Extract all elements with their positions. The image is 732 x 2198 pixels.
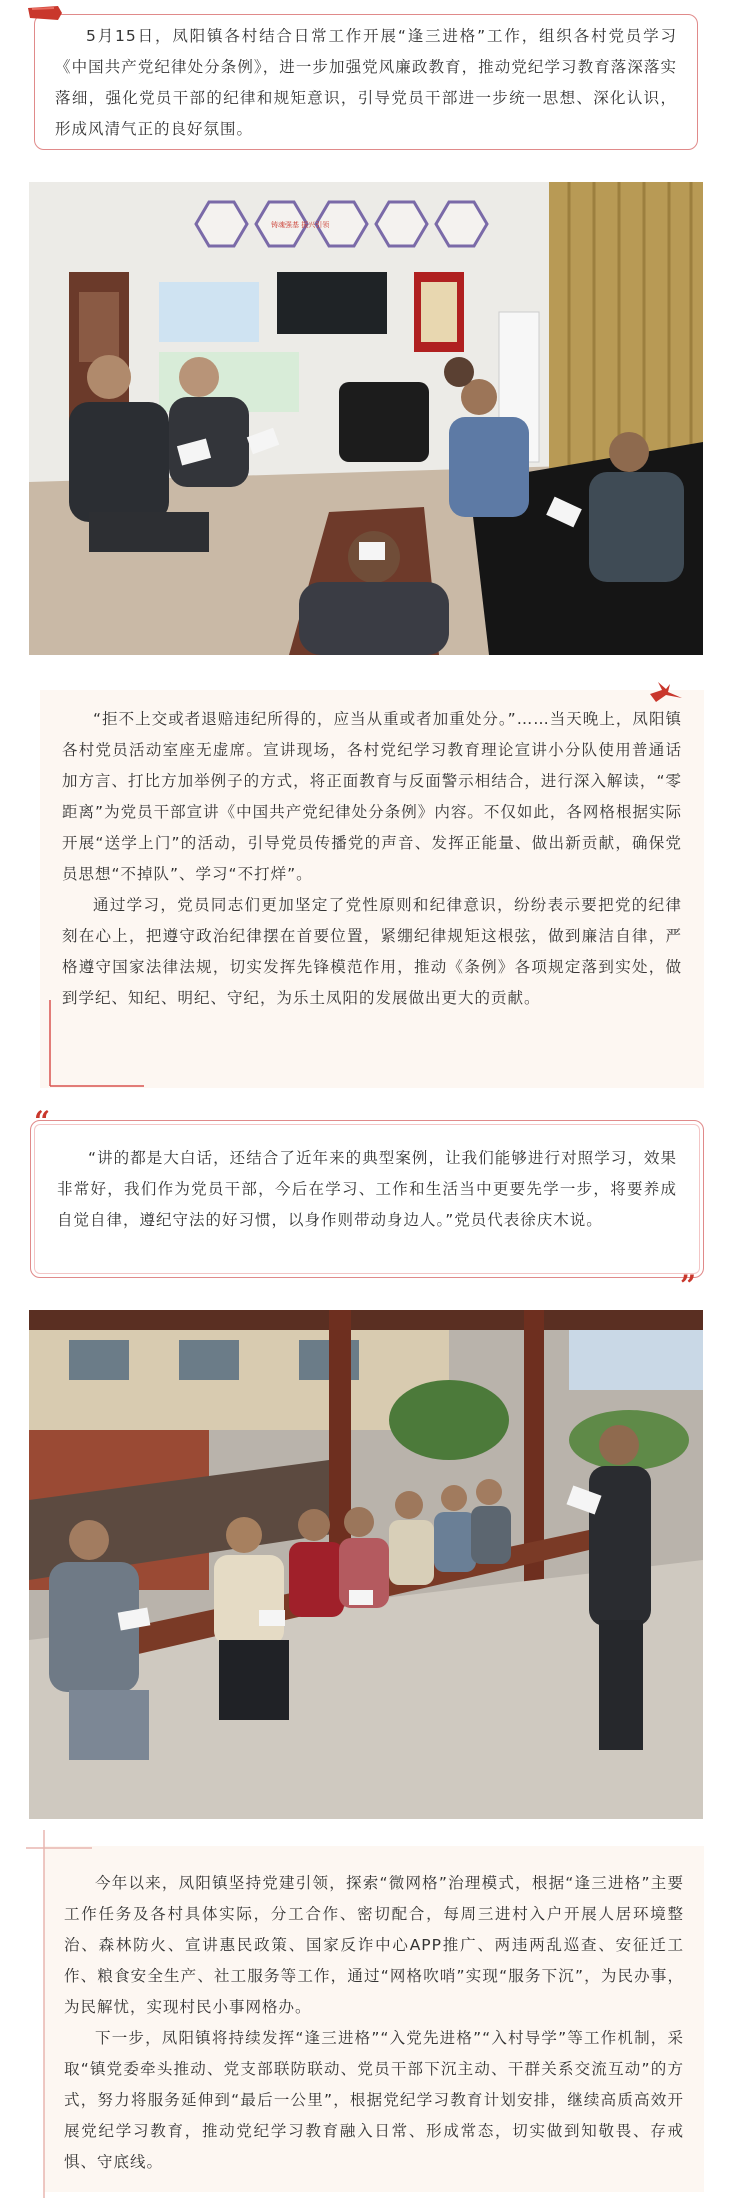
open-quote-icon: “	[34, 1105, 51, 1138]
swallow-decoration-icon	[648, 680, 686, 704]
intro-box	[34, 14, 698, 150]
wall-sign-text: 铸魂强基 振兴引领	[271, 221, 330, 229]
meeting-photo-indoor	[29, 182, 703, 655]
body-paragraph-1: “拒不上交或者退赔违纪所得的，应当从重或者加重处分。”……当天晚上，凤阳镇各村党员活动室座无虚席。宣讲现场，各村党纪学习教育理论宣讲小分队使用普通话加方言、打比方加举例子的方式，将正面教育与反面警示相结合，进行深入解读，“零距离”为党员干部宣讲《中国共产党纪律处分条例》内容。不仅如此，各网格根据实际开展“送学上门”的活动，引导党员传播党的声音、发挥正能量、做出新贡献，确保党员思想“不掉队”、学习“不打烊”。	[62, 710, 682, 883]
closing-section	[44, 1846, 704, 2192]
corner-line-decoration	[26, 1000, 146, 1100]
body-paragraph-2: 通过学习，党员同志们更加坚定了党性原则和纪律意识，纷纷表示要把党的纪律刻在心上，把遵守政治纪律摆在首要位置，紧绷纪律规矩这根弦，做到廉洁自律，严格遵守国家法律法规，切实发挥先锋模范作用，推动《条例》各项规定落到实处，做到学纪、知纪、明纪、守纪，为乐土凤阳的发展做出更大的贡献。	[62, 896, 682, 1007]
closing-paragraph-2: 下一步，凤阳镇将持续发挥“逢三进格”“入党先进格”“入村导学”等工作机制，采取“镇党委牵头推动、党支部联防联动、党员干部下沉主动、干群关系交流互动”的方式，努力将服务延伸到“最后一公里”，根据党纪学习教育计划安排，继续高质高效开展党纪学习教育，推动党纪学习教育融入日常、形成常态，切实做到知敬畏、存戒惧、守底线。	[64, 2029, 684, 2171]
closing-paragraph-1: 今年以来，凤阳镇坚持党建引领，探索“微网格”治理模式，根据“逢三进格”主要工作任务及各村具体实际，分工合作、密切配合，每周三进村入户开展人居环境整治、森林防火、宣讲惠民政策、国家反诈中心APP推广、两违两乱巡查、安征迁工作、粮食安全生产、社工服务等工作，通过“网格吹哨”实现“服务下沉”，为民办事，为民解忧，实现村民小事网格办。	[64, 1874, 684, 2016]
intro-paragraph: 5月15日，凤阳镇各村结合日常工作开展“逢三进格”工作，组织各村党员学习《中国共产党纪律处分条例》，进一步加强党风廉政教育，推动党纪学习教育落深落实落细，强化党员干部的纪律和规矩意识，引导党员干部进一步统一思想、深化认识，形成风清气正的良好氛围。	[55, 27, 677, 138]
close-quote-icon: ”	[680, 1269, 697, 1302]
side-line-decoration	[22, 1830, 102, 2198]
meeting-photo-outdoor	[29, 1310, 703, 1819]
ribbon-decoration-icon	[28, 6, 62, 20]
quote-paragraph: “讲的都是大白话，还结合了近年来的典型案例，让我们能够进行对照学习，效果非常好，我们作为党员干部，今后在学习、工作和生活当中更要先学一步，将要养成自觉自律，遵纪守法的好习惯，以身作则带动身边人。”党员代表徐庆木说。	[57, 1149, 677, 1229]
quote-box	[30, 1120, 704, 1278]
